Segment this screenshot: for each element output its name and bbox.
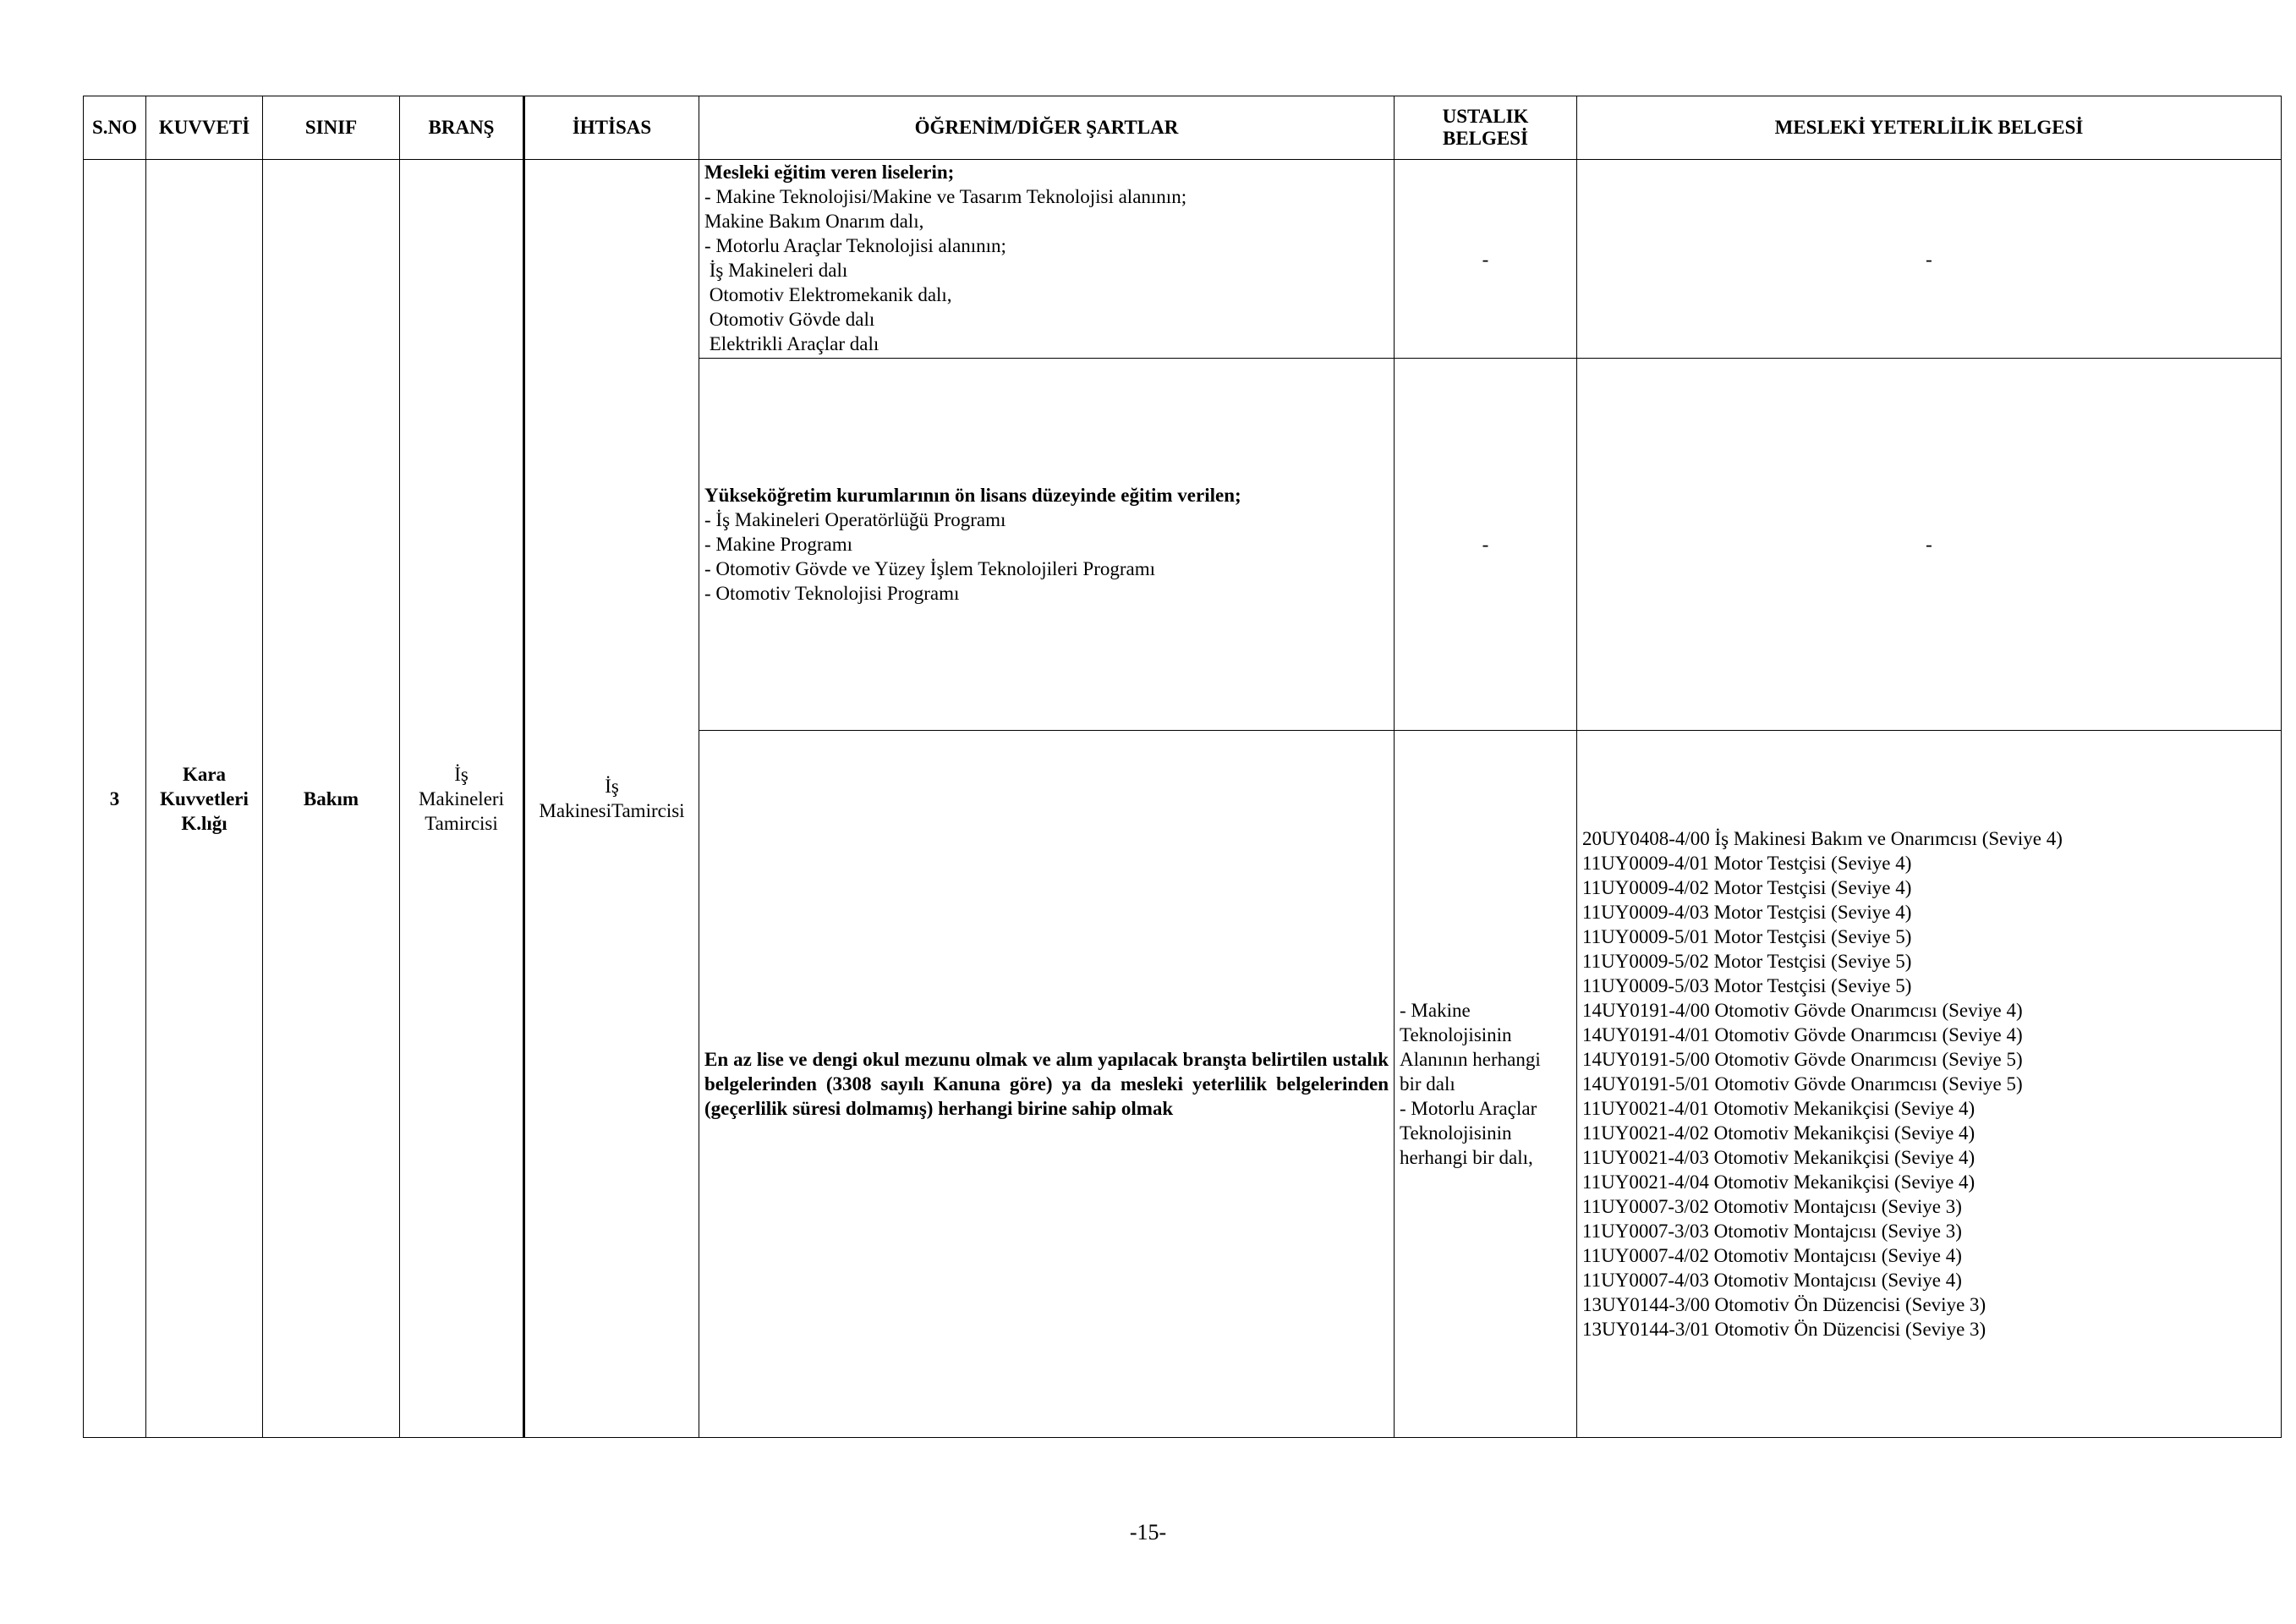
- cell-ustalik-onlisans: -: [1395, 359, 1577, 731]
- lise-line: Elektrikli Araçlar dalı: [704, 333, 879, 354]
- ustalik-line: bir dalı: [1400, 1073, 1455, 1095]
- lise-line: İş Makineleri dalı: [704, 260, 848, 281]
- cell-mesleki-onlisans: -: [1577, 359, 2282, 731]
- cell-kuvvet: [146, 160, 263, 1438]
- ustalik-line: Teknolojisinin: [1400, 1024, 1512, 1045]
- cell-ustalik-belgeleri: [1395, 731, 1577, 1438]
- header-ustalik: [1395, 96, 1577, 160]
- belge-item: 11UY0007-4/02 Otomotiv Montajcısı (Seviye 4): [1582, 1245, 1962, 1266]
- lise-line: - Makine Teknolojisi/Makine ve Tasarım Teknolojisi alanının;: [704, 186, 1187, 207]
- belge-item: 13UY0144-3/00 Otomotiv Ön Düzencisi (Seviye 3): [1582, 1294, 1986, 1315]
- header-sno: S.NO: [84, 96, 146, 160]
- ustalik-line: herhangi bir dalı,: [1400, 1147, 1533, 1168]
- brans-line1: İş: [454, 763, 469, 785]
- belge-item: 11UY0009-4/03 Motor Testçisi (Seviye 4): [1582, 902, 1912, 923]
- header-row: [84, 96, 2282, 160]
- header-kuvvet: KUVVETİ: [146, 96, 263, 160]
- onlisans-heading: Yükseköğretim kurumlarının ön lisans düzeyinde eğitim verilen;: [704, 485, 1241, 506]
- belge-item: 11UY0007-3/02 Otomotiv Montajcısı (Seviye 3): [1582, 1196, 1962, 1217]
- belge-item: 11UY0007-3/03 Otomotiv Montajcısı (Seviye 3): [1582, 1221, 1962, 1242]
- onlisans-line: - Otomotiv Gövde ve Yüzey İşlem Teknolojileri Programı: [704, 558, 1156, 579]
- cell-ustalik-lise: -: [1395, 160, 1577, 359]
- belge-item: 11UY0021-4/02 Otomotiv Mekanikçisi (Seviye 4): [1582, 1122, 1975, 1144]
- belge-item: 20UY0408-4/00 İş Makinesi Bakım ve Onarımcısı (Seviye 4): [1582, 828, 2063, 849]
- header-ihtisas: İHTİSAS: [524, 96, 699, 160]
- belge-item: 11UY0009-4/02 Motor Testçisi (Seviye 4): [1582, 877, 1912, 898]
- kuvvet-line3: K.lığı: [181, 812, 227, 834]
- cell-ihtisas: [524, 160, 699, 1438]
- ustalik-line: - Motorlu Araçlar: [1400, 1098, 1537, 1119]
- cell-mesleki-lise: -: [1577, 160, 2282, 359]
- belge-item: 11UY0009-5/02 Motor Testçisi (Seviye 5): [1582, 951, 1912, 972]
- ustalik-line: Alanının herhangi: [1400, 1049, 1541, 1070]
- kuvvet-line2: Kuvvetleri: [160, 787, 249, 809]
- header-ustalik-line2: BELGESİ: [1443, 128, 1528, 149]
- belge-item: 11UY0009-5/01 Motor Testçisi (Seviye 5): [1582, 926, 1912, 947]
- header-sartlar: ÖĞRENİM/DİĞER ŞARTLAR: [699, 96, 1395, 160]
- table-row: [84, 160, 2282, 359]
- belge-item: 14UY0191-5/00 Otomotiv Gövde Onarımcısı (Seviye 5): [1582, 1049, 2023, 1070]
- onlisans-line: - İş Makineleri Operatörlüğü Programı: [704, 509, 1006, 530]
- lise-line: Otomotiv Elektromekanik dalı,: [704, 284, 952, 305]
- lise-line: Makine Bakım Onarım dalı,: [704, 211, 924, 232]
- lise-line: - Motorlu Araçlar Teknolojisi alanının;: [704, 235, 1006, 256]
- belge-item: 14UY0191-4/00 Otomotiv Gövde Onarımcısı (Seviye 4): [1582, 1000, 2023, 1021]
- header-brans: BRANŞ: [400, 96, 524, 160]
- ustalik-line: - Makine: [1400, 1000, 1471, 1021]
- cell-brans: [400, 160, 524, 1438]
- cell-mesleki-belgeler: [1577, 731, 2282, 1438]
- brans-line2: Makineleri: [419, 787, 504, 809]
- lise-line: Otomotiv Gövde dalı: [704, 309, 875, 330]
- belge-item: 11UY0009-4/01 Motor Testçisi (Seviye 4): [1582, 853, 1912, 874]
- belge-item: 14UY0191-4/01 Otomotiv Gövde Onarımcısı (Seviye 4): [1582, 1024, 2023, 1045]
- belge-item: 13UY0144-3/01 Otomotiv Ön Düzencisi (Seviye 3): [1582, 1319, 1986, 1340]
- ihtisas-line2: MakinesiTamircisi: [539, 800, 685, 821]
- ihtisas-line1: İş: [605, 776, 619, 797]
- cell-sartlar-onlisans: [699, 359, 1395, 731]
- brans-line3: Tamircisi: [425, 812, 498, 834]
- header-mesleki: MESLEKİ YETERLİLİK BELGESİ: [1577, 96, 2282, 160]
- cell-sartlar-lise: [699, 160, 1395, 359]
- cell-sno: 3: [84, 160, 146, 1438]
- lise-heading: Mesleki eğitim veren liselerin;: [704, 162, 955, 183]
- belge-item: 11UY0021-4/04 Otomotiv Mekanikçisi (Seviye 4): [1582, 1171, 1975, 1193]
- belge-item: 11UY0009-5/03 Motor Testçisi (Seviye 5): [1582, 975, 1912, 996]
- cell-sartlar-lise-mezun: En az lise ve dengi okul mezunu olmak ve alım yapılacak branşta belirtilen ustalık belgelerinden (3308 sayılı Kanuna göre) ya da mesleki yeterlilik belgelerinden (geçerlilik süresi dolmamış) herhangi birine sahip olmak: [699, 731, 1395, 1438]
- onlisans-line: - Makine Programı: [704, 534, 853, 555]
- cell-sinif: Bakım: [263, 160, 400, 1438]
- page-number: -15-: [1129, 1520, 1167, 1544]
- belge-item: 11UY0021-4/03 Otomotiv Mekanikçisi (Seviye 4): [1582, 1147, 1975, 1168]
- onlisans-line: - Otomotiv Teknolojisi Programı: [704, 583, 960, 604]
- belge-item: 11UY0007-4/03 Otomotiv Montajcısı (Seviye 4): [1582, 1270, 1962, 1291]
- header-ustalik-line1: USTALIK: [1442, 106, 1529, 127]
- requirements-table: [83, 96, 2282, 1438]
- belge-item: 14UY0191-5/01 Otomotiv Gövde Onarımcısı (Seviye 5): [1582, 1073, 2023, 1095]
- kuvvet-line1: Kara: [182, 763, 227, 785]
- ustalik-line: Teknolojisinin: [1400, 1122, 1512, 1144]
- belge-item: 11UY0021-4/01 Otomotiv Mekanikçisi (Seviye 4): [1582, 1098, 1975, 1119]
- header-sinif: SINIF: [263, 96, 400, 160]
